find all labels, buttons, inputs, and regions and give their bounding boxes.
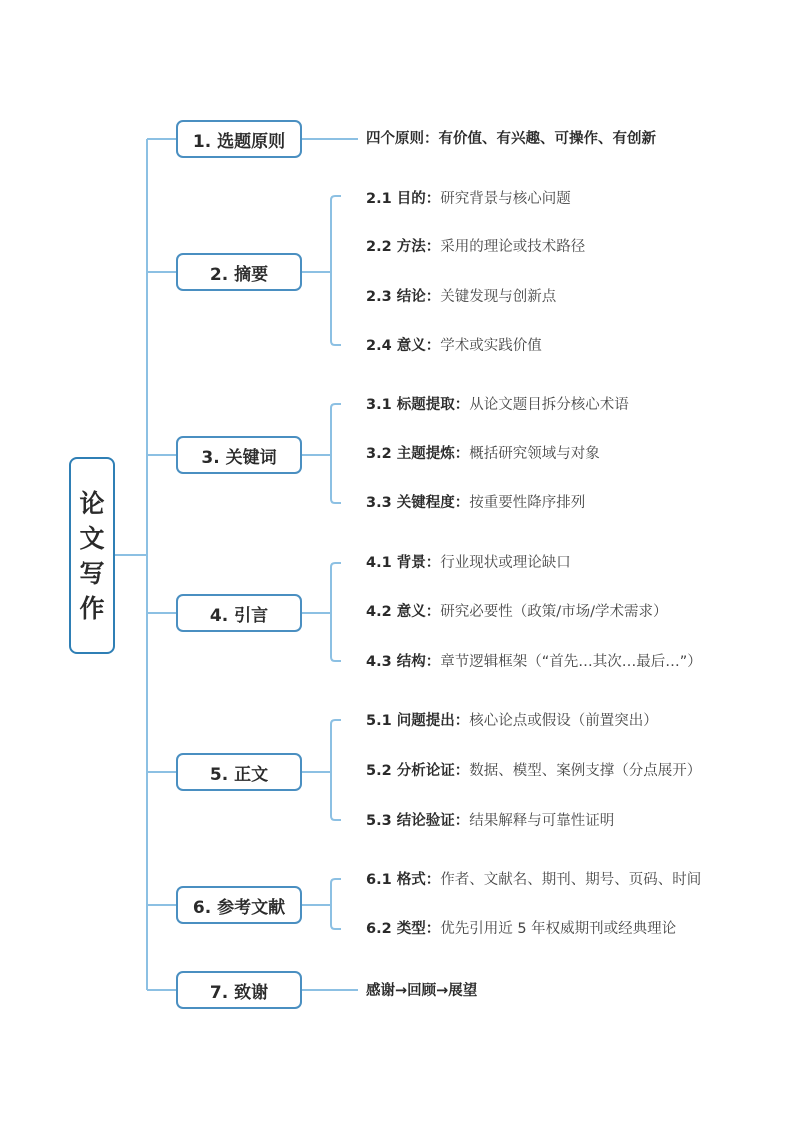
leaf-label: 5.1 问题提出：	[366, 713, 470, 729]
leaf-text: 结果解释与可靠性证明	[469, 813, 615, 829]
root-title-char: 写	[79, 558, 105, 588]
leaf-label: 5.2 分析论证：	[366, 763, 470, 779]
leaf-label: 4.3 结构：	[366, 654, 441, 670]
leaf-label: 2.4 意义：	[366, 338, 441, 354]
node-cankao-wenxian[interactable]: 6. 参考文献	[176, 886, 302, 924]
leaf-label: 2.1 目的：	[366, 191, 441, 207]
leaf-bracket	[331, 720, 341, 820]
leaf-text: 采用的理论或技术路径	[440, 239, 586, 255]
leaf-label: 2.3 结论：	[366, 289, 441, 305]
leaf-label: 3.2 主题提炼：	[366, 446, 470, 462]
leaf-label: 3.1 标题提取：	[366, 397, 470, 413]
leaf-text: 研究必要性（政策/市场/学术需求）	[440, 604, 668, 620]
leaf-bracket	[331, 196, 341, 345]
leaf-label: 5.3 结论验证：	[366, 813, 470, 829]
leaf-label: 4.2 意义：	[366, 604, 441, 620]
leaf-bracket	[331, 563, 341, 661]
leaf-item[interactable]	[366, 811, 614, 831]
leaf-item[interactable]	[366, 919, 676, 939]
node-zhixie[interactable]: 7. 致谢	[176, 971, 302, 1009]
node-guanjianci[interactable]: 3. 关键词	[176, 436, 302, 474]
root-title-char: 论	[79, 488, 105, 518]
leaf-text: 行业现状或理论缺口	[440, 555, 571, 571]
leaf-bracket	[331, 879, 341, 929]
leaf-item[interactable]	[366, 493, 585, 513]
leaf-label: 4.1 背景：	[366, 555, 441, 571]
leaf-label: 感谢→回顾→展望	[366, 983, 478, 999]
leaf-item[interactable]	[366, 761, 701, 781]
leaf-item[interactable]	[366, 395, 629, 415]
leaf-item[interactable]	[366, 237, 585, 257]
leaf-item[interactable]	[366, 287, 556, 307]
node-xuanti-yuanze[interactable]: 1. 选题原则	[176, 120, 302, 158]
leaf-text: 从论文题目拆分核心术语	[469, 397, 629, 413]
leaf-bracket	[331, 404, 341, 503]
leaf-item[interactable]	[366, 981, 477, 1001]
node-zhengwen[interactable]: 5. 正文	[176, 753, 302, 791]
leaf-text: 章节逻辑框架（“首先…其次…最后…”）	[440, 654, 702, 670]
leaf-label: 四个原则：有价值、有兴趣、可操作、有创新	[366, 131, 656, 147]
leaf-label: 3.3 关键程度：	[366, 495, 470, 511]
leaf-text: 研究背景与核心问题	[440, 191, 571, 207]
leaf-item[interactable]	[366, 553, 571, 573]
leaf-item[interactable]	[366, 652, 702, 672]
leaf-text: 概括研究领域与对象	[469, 446, 600, 462]
leaf-label: 6.2 类型：	[366, 921, 441, 937]
root-title-char: 文	[79, 523, 105, 553]
leaf-item[interactable]	[366, 602, 668, 622]
root-node-lunwen-xiezuo[interactable]	[69, 457, 115, 654]
node-yinyan[interactable]: 4. 引言	[176, 594, 302, 632]
leaf-text: 数据、模型、案例支撑（分点展开）	[469, 763, 702, 779]
node-zhaiyao[interactable]: 2. 摘要	[176, 253, 302, 291]
leaf-item[interactable]	[366, 129, 656, 149]
leaf-text: 学术或实践价值	[440, 338, 542, 354]
leaf-item[interactable]	[366, 444, 600, 464]
leaf-text: 关键发现与创新点	[440, 289, 557, 305]
leaf-item[interactable]	[366, 870, 701, 890]
root-title-char: 作	[79, 593, 105, 623]
leaf-text: 优先引用近 5 年权威期刊或经典理论	[440, 921, 677, 937]
leaf-text: 作者、文献名、期刊、期号、页码、时间	[440, 872, 702, 888]
leaf-label: 6.1 格式：	[366, 872, 441, 888]
leaf-item[interactable]	[366, 336, 542, 356]
leaf-item[interactable]	[366, 189, 571, 209]
leaf-text: 核心论点或假设（前置突出）	[469, 713, 658, 729]
leaf-item[interactable]	[366, 711, 658, 731]
leaf-text: 按重要性降序排列	[469, 495, 586, 511]
leaf-label: 2.2 方法：	[366, 239, 441, 255]
